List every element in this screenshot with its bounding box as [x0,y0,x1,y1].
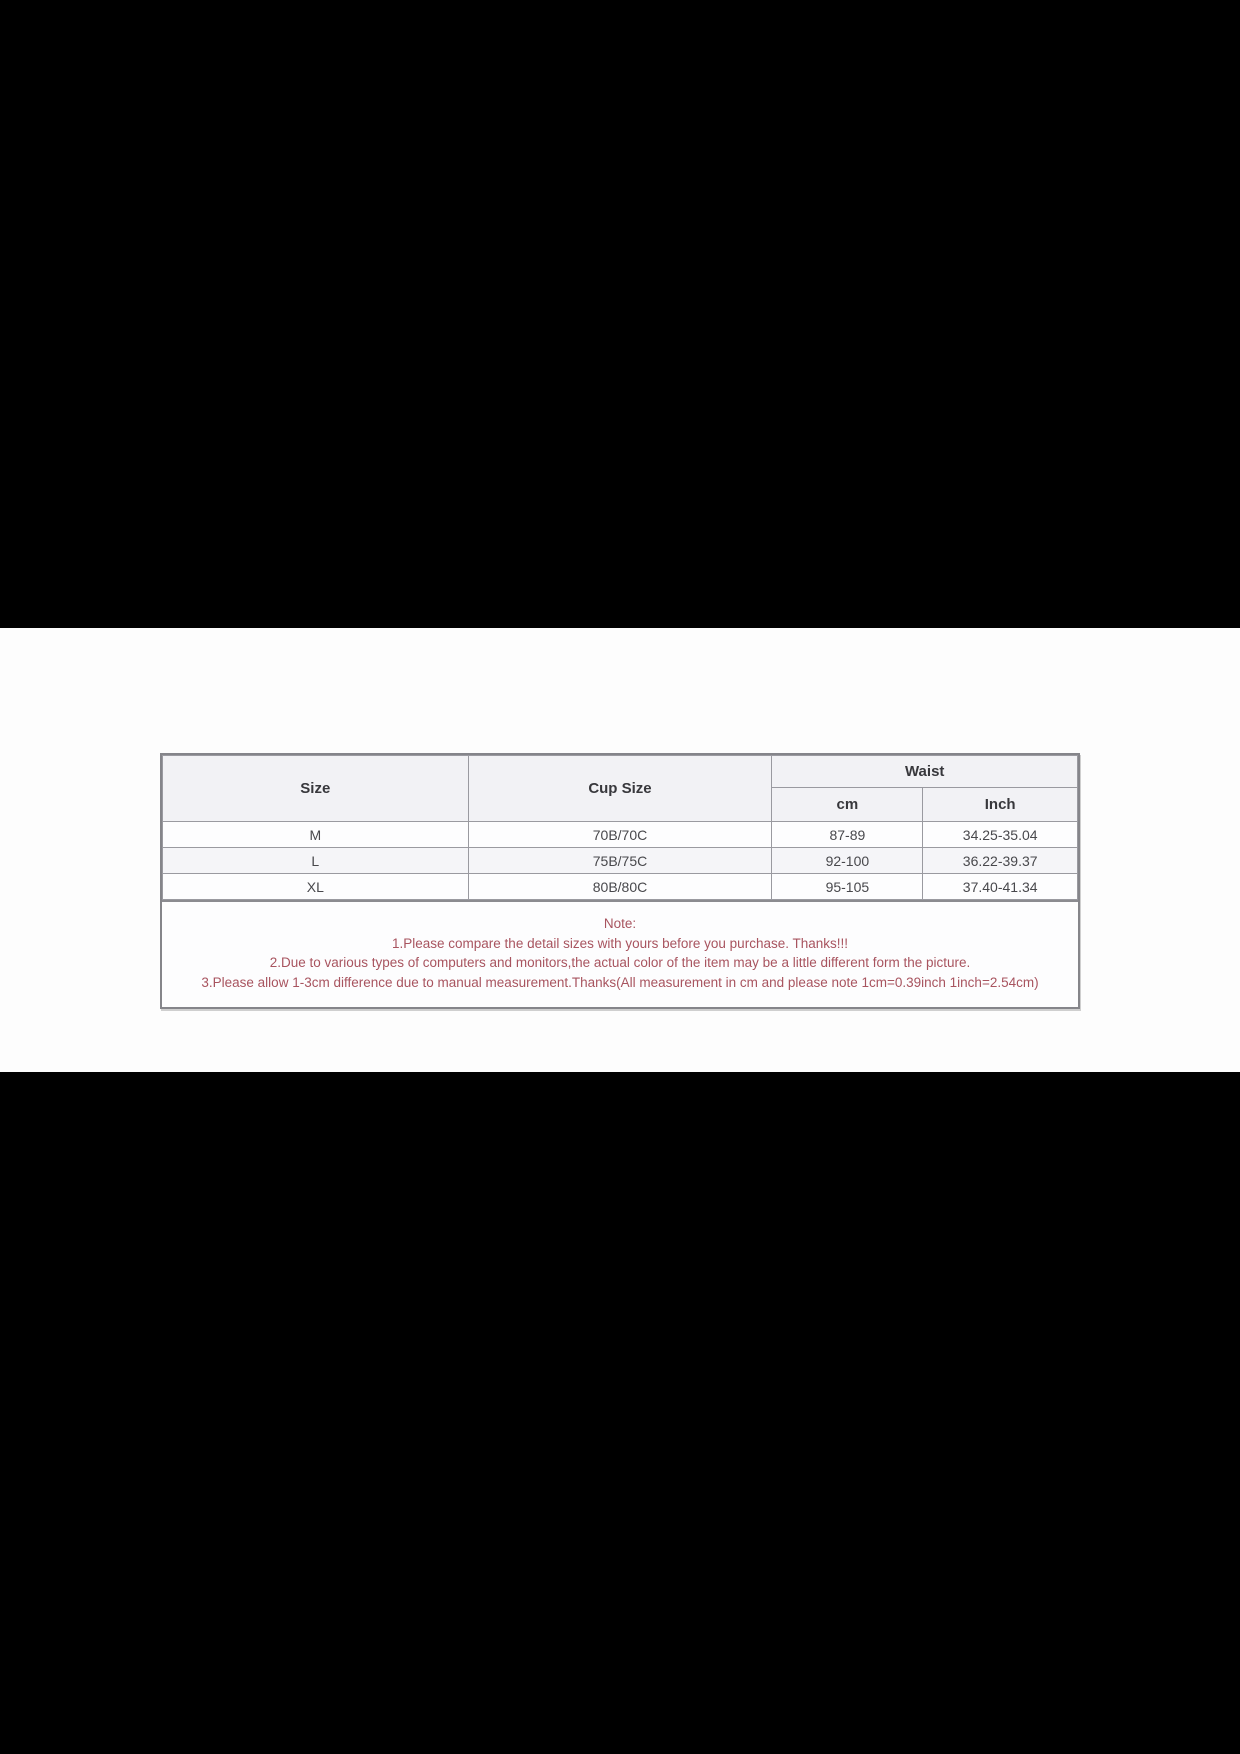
cell-waist-inch: 34.25-35.04 [923,822,1078,848]
column-header-size: Size [163,756,469,822]
table-row-m [163,822,1078,848]
size-chart-panel [0,628,1240,1072]
cell-size: L [163,848,469,874]
column-header-waist-cm: cm [772,788,923,822]
cell-size: M [163,822,469,848]
column-header-cup-size: Cup Size [468,756,772,822]
note-title: Note: [603,916,637,931]
cell-waist-cm: 95-105 [772,874,923,900]
letterbox-bottom [0,1072,1240,1754]
cell-waist-inch: 36.22-39.37 [923,848,1078,874]
cell-cup-size: 70B/70C [468,822,772,848]
size-chart-table [162,755,1078,900]
note-section [162,900,1078,1007]
cell-waist-cm: 92-100 [772,848,923,874]
cell-waist-inch: 37.40-41.34 [923,874,1078,900]
table-row-l [163,848,1078,874]
cell-cup-size: 80B/80C [468,874,772,900]
cell-cup-size: 75B/75C [468,848,772,874]
note-line-1: 1.Please compare the detail sizes with yours before you purchase. Thanks!!! [392,935,848,951]
column-header-waist: Waist [772,756,1078,788]
cell-waist-cm: 87-89 [772,822,923,848]
table-row-xl [163,874,1078,900]
size-chart-container [160,753,1080,1009]
cell-size: XL [163,874,469,900]
column-header-waist-inch: Inch [923,788,1078,822]
letterbox-top [0,0,1240,628]
note-line-2: 2.Due to various types of computers and monitors,the actual color of the item may be a little different form the picture. [269,955,971,970]
note-line-3: 3.Please allow 1-3cm difference due to manual measurement.Thanks(All measurement in cm and please note 1cm=0.39inch 1inch=2.54cm) [201,974,1039,990]
